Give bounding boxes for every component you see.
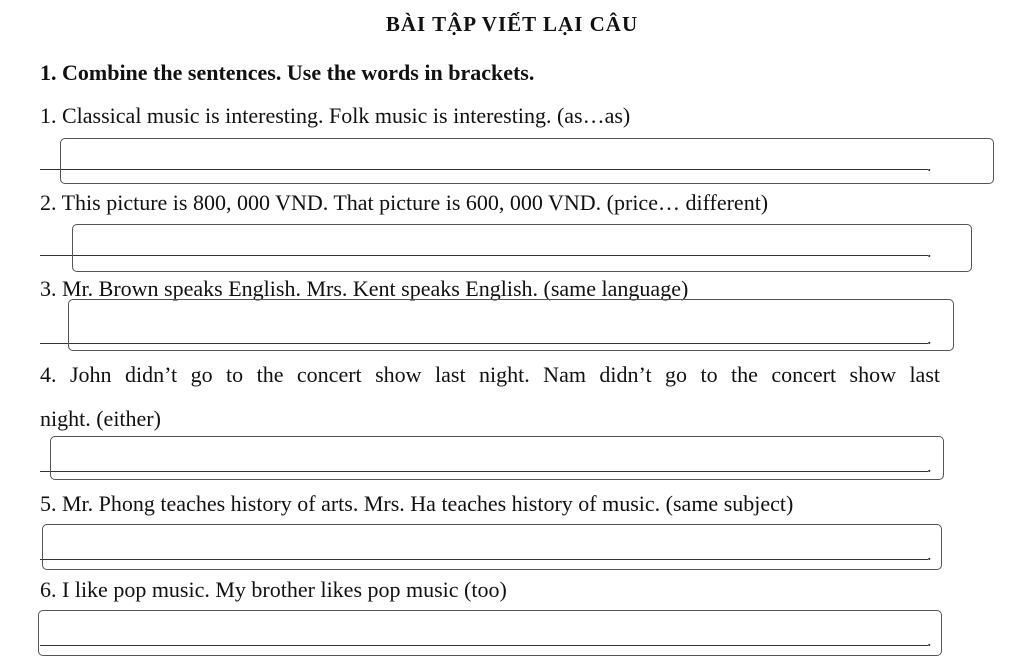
section-heading: 1. Combine the sentences. Use the words in brackets. — [40, 60, 535, 85]
question-1-text: 1. Classical music is interesting. Folk music is interesting. (as…as) — [40, 103, 631, 128]
question-4-text-continued: night. (either) — [40, 406, 161, 431]
line-end-dot-4: . — [927, 456, 932, 476]
line-end-dot-2: . — [927, 241, 932, 261]
answer-input-1[interactable] — [60, 138, 994, 184]
question-4-text: 4. John didn’t go to the concert show last night. Nam didn’t go to the concert show last — [40, 362, 940, 387]
answer-input-6[interactable] — [38, 610, 942, 656]
line-end-dot-1: . — [927, 155, 932, 175]
worksheet-title: BÀI TẬP VIẾT LẠI CÂU — [385, 12, 639, 36]
answer-input-5[interactable] — [42, 524, 942, 570]
answer-input-3[interactable] — [68, 299, 954, 351]
question-6-text: 6. I like pop music. My brother likes pop music (too) — [40, 577, 507, 602]
question-2-text: 2. This picture is 800, 000 VND. That picture is 600, 000 VND. (price… different) — [40, 190, 769, 215]
line-end-dot-3: . — [927, 328, 932, 348]
question-3-text: 3. Mr. Brown speaks English. Mrs. Kent speaks English. (same language) — [40, 276, 689, 301]
answer-input-2[interactable] — [72, 224, 972, 272]
answer-input-4[interactable] — [50, 436, 944, 480]
line-end-dot-5: . — [927, 544, 932, 564]
question-5-text: 5. Mr. Phong teaches history of arts. Mrs. Ha teaches history of music. (same subject) — [40, 491, 794, 516]
line-end-dot-6: . — [927, 630, 932, 650]
